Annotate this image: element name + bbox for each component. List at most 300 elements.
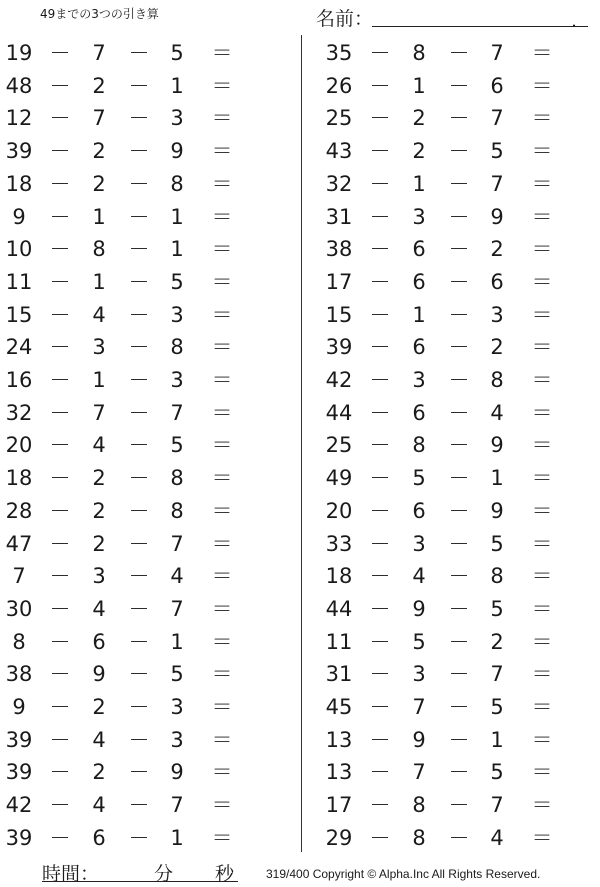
problem-row <box>0 495 298 527</box>
problem-row <box>320 331 600 363</box>
second-number: 2 <box>92 73 106 98</box>
answer-blank[interactable] <box>560 201 600 229</box>
answer-blank[interactable] <box>240 429 290 457</box>
equals-sign: ＝ <box>211 204 233 229</box>
third-number: 7 <box>490 662 504 687</box>
second-number: 5 <box>412 629 426 654</box>
problem-row <box>320 70 600 102</box>
minus-sign: － <box>49 466 71 491</box>
third-number: 4 <box>490 400 504 425</box>
third-number: 8 <box>170 335 184 360</box>
minus-sign: － <box>49 400 71 425</box>
second-number: 6 <box>412 400 426 425</box>
answer-blank[interactable] <box>240 528 290 556</box>
first-number: 43 <box>325 139 353 164</box>
worksheet-title: 49までの3つの引き算 <box>40 7 159 21</box>
answer-blank[interactable] <box>560 429 600 457</box>
problem-row <box>0 70 298 102</box>
third-number: 2 <box>490 237 504 262</box>
minus-sign: － <box>369 139 391 164</box>
minus-sign: － <box>369 400 391 425</box>
answer-blank[interactable] <box>240 756 290 784</box>
equals-sign: ＝ <box>211 760 233 785</box>
problem-row <box>320 168 600 200</box>
third-number: 7 <box>490 171 504 196</box>
minus-sign: － <box>128 302 150 327</box>
equals-sign: ＝ <box>531 760 553 785</box>
answer-blank[interactable] <box>240 233 290 261</box>
minus-sign: － <box>49 498 71 523</box>
problem-row <box>0 266 298 298</box>
problem-row <box>320 135 600 167</box>
minus-sign: － <box>369 825 391 850</box>
third-number: 9 <box>170 139 184 164</box>
second-number: 3 <box>412 368 426 392</box>
third-number: 5 <box>490 596 504 621</box>
problem-row <box>320 691 600 723</box>
second-number: 2 <box>92 171 106 196</box>
minus-sign: － <box>49 433 71 458</box>
first-number: 19 <box>5 41 33 65</box>
third-number: 3 <box>170 368 184 392</box>
third-number: 7 <box>490 106 504 131</box>
third-number: 1 <box>170 204 184 229</box>
first-number: 47 <box>5 531 33 556</box>
name-underline <box>372 26 588 27</box>
minus-sign: － <box>448 400 470 425</box>
first-number: 38 <box>5 662 33 687</box>
equals-sign: ＝ <box>211 498 233 523</box>
answer-blank[interactable] <box>240 168 290 196</box>
answer-blank[interactable] <box>560 691 600 719</box>
minus-sign: － <box>128 139 150 164</box>
first-number: 18 <box>5 466 33 491</box>
minus-sign: － <box>128 106 150 131</box>
minus-sign: － <box>128 335 150 360</box>
second-number: 7 <box>92 41 106 65</box>
equals-sign: ＝ <box>211 237 233 262</box>
problem-row <box>0 201 298 233</box>
first-number: 16 <box>5 368 33 392</box>
answer-blank[interactable] <box>240 70 290 98</box>
answer-blank[interactable] <box>240 724 290 752</box>
answer-blank[interactable] <box>240 495 290 523</box>
second-number: 8 <box>412 825 426 850</box>
first-number: 44 <box>325 596 353 621</box>
first-number: 32 <box>5 400 33 425</box>
third-number: 9 <box>490 204 504 229</box>
problem-row <box>320 495 600 527</box>
third-number: 9 <box>490 498 504 523</box>
answer-blank[interactable] <box>240 658 290 686</box>
minus-sign: － <box>128 269 150 294</box>
minus-sign: － <box>128 760 150 785</box>
first-number: 38 <box>325 237 353 262</box>
answer-blank[interactable] <box>560 266 600 294</box>
third-number: 5 <box>490 531 504 556</box>
equals-sign: ＝ <box>531 793 553 818</box>
problem-row <box>0 626 298 658</box>
third-number: 7 <box>490 793 504 818</box>
answer-blank[interactable] <box>560 658 600 686</box>
second-number: 8 <box>92 237 106 262</box>
first-number: 9 <box>12 204 26 229</box>
problem-row <box>0 822 298 854</box>
third-number: 7 <box>170 400 184 425</box>
minus-sign: － <box>49 596 71 621</box>
answer-blank[interactable] <box>240 593 290 621</box>
equals-sign: ＝ <box>211 73 233 98</box>
minus-sign: － <box>369 335 391 360</box>
answer-blank[interactable] <box>240 102 290 130</box>
second-number: 4 <box>92 793 106 818</box>
minus-sign: － <box>369 368 391 392</box>
answer-blank[interactable] <box>560 724 600 752</box>
problem-row <box>320 560 600 592</box>
minus-sign: － <box>448 106 470 131</box>
minus-sign: － <box>49 825 71 850</box>
minus-sign: － <box>128 73 150 98</box>
problem-row <box>320 789 600 821</box>
second-number: 4 <box>412 564 426 589</box>
first-number: 13 <box>325 760 353 785</box>
answer-blank[interactable] <box>560 168 600 196</box>
minus-sign: － <box>49 171 71 196</box>
answer-blank[interactable] <box>560 397 600 425</box>
minus-sign: － <box>49 73 71 98</box>
minus-sign: － <box>128 727 150 752</box>
third-number: 8 <box>490 368 504 392</box>
minus-sign: － <box>369 237 391 262</box>
third-number: 4 <box>490 825 504 850</box>
third-number: 1 <box>490 466 504 491</box>
second-number: 2 <box>92 466 106 491</box>
minus-sign: － <box>369 106 391 131</box>
first-number: 42 <box>5 793 33 818</box>
problem-row <box>0 789 298 821</box>
equals-sign: ＝ <box>531 629 553 654</box>
minus-sign: － <box>369 531 391 556</box>
problem-row <box>0 756 298 788</box>
second-number: 1 <box>92 204 106 229</box>
minus-sign: － <box>448 793 470 818</box>
equals-sign: ＝ <box>531 564 553 589</box>
equals-sign: ＝ <box>531 466 553 491</box>
equals-sign: ＝ <box>211 695 233 719</box>
minus-sign: － <box>369 596 391 621</box>
answer-blank[interactable] <box>240 789 290 817</box>
answer-blank[interactable] <box>560 233 600 261</box>
answer-blank[interactable] <box>240 462 290 490</box>
answer-blank[interactable] <box>560 37 600 65</box>
minus-sign: － <box>128 204 150 229</box>
first-number: 20 <box>5 433 33 458</box>
equals-sign: ＝ <box>531 171 553 196</box>
equals-sign: ＝ <box>531 41 553 65</box>
first-number: 29 <box>325 825 353 850</box>
answer-blank[interactable] <box>240 822 290 850</box>
problem-row <box>0 691 298 723</box>
first-number: 24 <box>5 335 33 360</box>
equals-sign: ＝ <box>211 302 233 327</box>
second-number: 8 <box>412 793 426 818</box>
first-number: 30 <box>5 596 33 621</box>
equals-sign: ＝ <box>531 498 553 523</box>
answer-blank[interactable] <box>560 593 600 621</box>
answer-blank[interactable] <box>240 560 290 588</box>
second-number: 9 <box>412 596 426 621</box>
third-number: 3 <box>170 302 184 327</box>
minus-sign: － <box>128 171 150 196</box>
minus-sign: － <box>128 695 150 719</box>
answer-blank[interactable] <box>240 331 290 359</box>
third-number: 5 <box>490 760 504 785</box>
problem-row <box>0 135 298 167</box>
minus-sign: － <box>128 596 150 621</box>
answer-blank[interactable] <box>240 299 290 327</box>
problem-row <box>320 233 600 265</box>
problem-row <box>0 168 298 200</box>
answer-blank[interactable] <box>560 331 600 359</box>
minus-sign: － <box>369 793 391 818</box>
first-number: 25 <box>325 433 353 458</box>
minus-sign: － <box>128 41 150 65</box>
first-number: 31 <box>325 204 353 229</box>
equals-sign: ＝ <box>211 531 233 556</box>
problem-row <box>320 756 600 788</box>
minus-sign: － <box>369 629 391 654</box>
copyright-text: 319/400 Copyright © Alpha.Inc All Rights Reserved. <box>266 867 541 881</box>
third-number: 8 <box>170 171 184 196</box>
time-underline <box>42 881 238 882</box>
equals-sign: ＝ <box>211 368 233 392</box>
minus-sign: － <box>128 531 150 556</box>
answer-blank[interactable] <box>240 201 290 229</box>
problem-row <box>0 233 298 265</box>
answer-blank[interactable] <box>560 789 600 817</box>
minus-sign: － <box>369 204 391 229</box>
problem-row <box>0 528 298 560</box>
minus-sign: － <box>448 760 470 785</box>
answer-blank[interactable] <box>560 495 600 523</box>
minus-sign: － <box>448 825 470 850</box>
problem-row <box>0 658 298 690</box>
minus-sign: － <box>49 269 71 294</box>
second-number: 2 <box>92 139 106 164</box>
answer-blank[interactable] <box>560 70 600 98</box>
first-number: 12 <box>5 106 33 131</box>
minus-sign: － <box>49 139 71 164</box>
first-number: 42 <box>325 368 353 392</box>
first-number: 28 <box>5 498 33 523</box>
minus-sign: － <box>448 237 470 262</box>
equals-sign: ＝ <box>531 727 553 752</box>
name-label: 名前： <box>316 8 374 30</box>
equals-sign: ＝ <box>531 237 553 262</box>
answer-blank[interactable] <box>560 135 600 163</box>
third-number: 1 <box>170 73 184 98</box>
equals-sign: ＝ <box>531 531 553 556</box>
first-number: 39 <box>5 139 33 164</box>
problem-row <box>320 102 600 134</box>
equals-sign: ＝ <box>531 73 553 98</box>
problem-row <box>0 331 298 363</box>
third-number: 1 <box>170 237 184 262</box>
first-number: 35 <box>325 41 353 65</box>
third-number: 5 <box>170 41 184 65</box>
third-number: 9 <box>170 760 184 785</box>
minus-sign: － <box>128 466 150 491</box>
first-number: 15 <box>5 302 33 327</box>
third-number: 1 <box>170 825 184 850</box>
answer-blank[interactable] <box>240 626 290 654</box>
equals-sign: ＝ <box>531 433 553 458</box>
answer-blank[interactable] <box>240 266 290 294</box>
minus-sign: － <box>49 662 71 687</box>
equals-sign: ＝ <box>211 596 233 621</box>
answer-blank[interactable] <box>240 364 290 392</box>
answer-blank[interactable] <box>560 102 600 130</box>
minus-sign: － <box>128 825 150 850</box>
third-number: 7 <box>490 41 504 65</box>
equals-sign: ＝ <box>211 727 233 752</box>
minus-sign: － <box>49 302 71 327</box>
equals-sign: ＝ <box>211 269 233 294</box>
second-number: 4 <box>92 596 106 621</box>
second-number: 3 <box>92 564 106 589</box>
minus-sign: － <box>369 433 391 458</box>
name-dot: . <box>571 10 578 32</box>
equals-sign: ＝ <box>531 139 553 164</box>
answer-blank[interactable] <box>560 756 600 784</box>
equals-sign: ＝ <box>211 400 233 425</box>
minus-sign: － <box>49 335 71 360</box>
third-number: 2 <box>490 335 504 360</box>
third-number: 5 <box>170 269 184 294</box>
minus-sign: － <box>369 302 391 327</box>
third-number: 6 <box>490 73 504 98</box>
first-number: 45 <box>325 695 353 719</box>
answer-blank[interactable] <box>240 135 290 163</box>
minus-sign: － <box>128 237 150 262</box>
minus-sign: － <box>448 433 470 458</box>
equals-sign: ＝ <box>531 662 553 687</box>
minus-sign: － <box>128 662 150 687</box>
problem-row <box>0 593 298 625</box>
answer-blank[interactable] <box>240 691 290 719</box>
answer-blank[interactable] <box>560 822 600 850</box>
first-number: 18 <box>325 564 353 589</box>
first-number: 39 <box>5 760 33 785</box>
second-number: 8 <box>412 41 426 65</box>
problem-row <box>320 658 600 690</box>
name-field[interactable] <box>316 4 586 30</box>
equals-sign: ＝ <box>531 269 553 294</box>
first-number: 39 <box>5 825 33 850</box>
minus-sign: － <box>128 498 150 523</box>
minus-sign: － <box>369 466 391 491</box>
answer-blank[interactable] <box>560 528 600 556</box>
second-number: 9 <box>412 727 426 752</box>
problem-row <box>0 364 298 396</box>
equals-sign: ＝ <box>211 139 233 164</box>
second-number: 6 <box>412 335 426 360</box>
minus-sign: － <box>448 139 470 164</box>
equals-sign: ＝ <box>211 629 233 654</box>
equals-sign: ＝ <box>211 335 233 360</box>
answer-blank[interactable] <box>560 364 600 392</box>
first-number: 48 <box>5 73 33 98</box>
minus-sign: － <box>128 400 150 425</box>
third-number: 8 <box>170 466 184 491</box>
second-number: 5 <box>412 466 426 491</box>
minus-sign: － <box>49 564 71 589</box>
second-number: 6 <box>412 269 426 294</box>
second-number: 1 <box>412 171 426 196</box>
answer-blank[interactable] <box>560 462 600 490</box>
problem-row <box>320 462 600 494</box>
first-number: 10 <box>5 237 33 262</box>
minus-sign: － <box>448 302 470 327</box>
first-number: 32 <box>325 171 353 196</box>
third-number: 5 <box>170 433 184 458</box>
third-number: 3 <box>490 302 504 327</box>
second-number: 6 <box>92 629 106 654</box>
problem-row <box>320 822 600 854</box>
problem-row <box>320 201 600 233</box>
answer-blank[interactable] <box>240 397 290 425</box>
equals-sign: ＝ <box>531 825 553 850</box>
second-number: 4 <box>92 727 106 752</box>
second-number: 6 <box>92 825 106 850</box>
equals-sign: ＝ <box>211 41 233 65</box>
seconds-label: 秒 <box>215 863 235 885</box>
minus-sign: － <box>448 629 470 654</box>
minus-sign: － <box>128 564 150 589</box>
minus-sign: － <box>448 596 470 621</box>
problem-row <box>0 560 298 592</box>
answer-blank[interactable] <box>240 37 290 65</box>
minus-sign: － <box>448 368 470 392</box>
answer-blank[interactable] <box>560 560 600 588</box>
problem-row <box>320 397 600 429</box>
minus-sign: － <box>49 41 71 65</box>
minus-sign: － <box>369 41 391 65</box>
column-divider <box>301 35 302 852</box>
time-label: 時間： <box>42 863 100 885</box>
minus-sign: － <box>369 760 391 785</box>
minus-sign: － <box>448 41 470 65</box>
minus-sign: － <box>369 73 391 98</box>
minus-sign: － <box>448 171 470 196</box>
problem-row <box>320 724 600 756</box>
answer-blank[interactable] <box>560 626 600 654</box>
third-number: 5 <box>170 662 184 687</box>
first-number: 44 <box>325 400 353 425</box>
second-number: 6 <box>412 237 426 262</box>
first-number: 13 <box>325 727 353 752</box>
third-number: 2 <box>490 629 504 654</box>
problem-row <box>320 37 600 69</box>
minus-sign: － <box>49 204 71 229</box>
first-number: 31 <box>325 662 353 687</box>
minus-sign: － <box>49 695 71 719</box>
second-number: 9 <box>92 662 106 687</box>
second-number: 3 <box>412 662 426 687</box>
minus-sign: － <box>369 498 391 523</box>
third-number: 1 <box>490 727 504 752</box>
answer-blank[interactable] <box>560 299 600 327</box>
